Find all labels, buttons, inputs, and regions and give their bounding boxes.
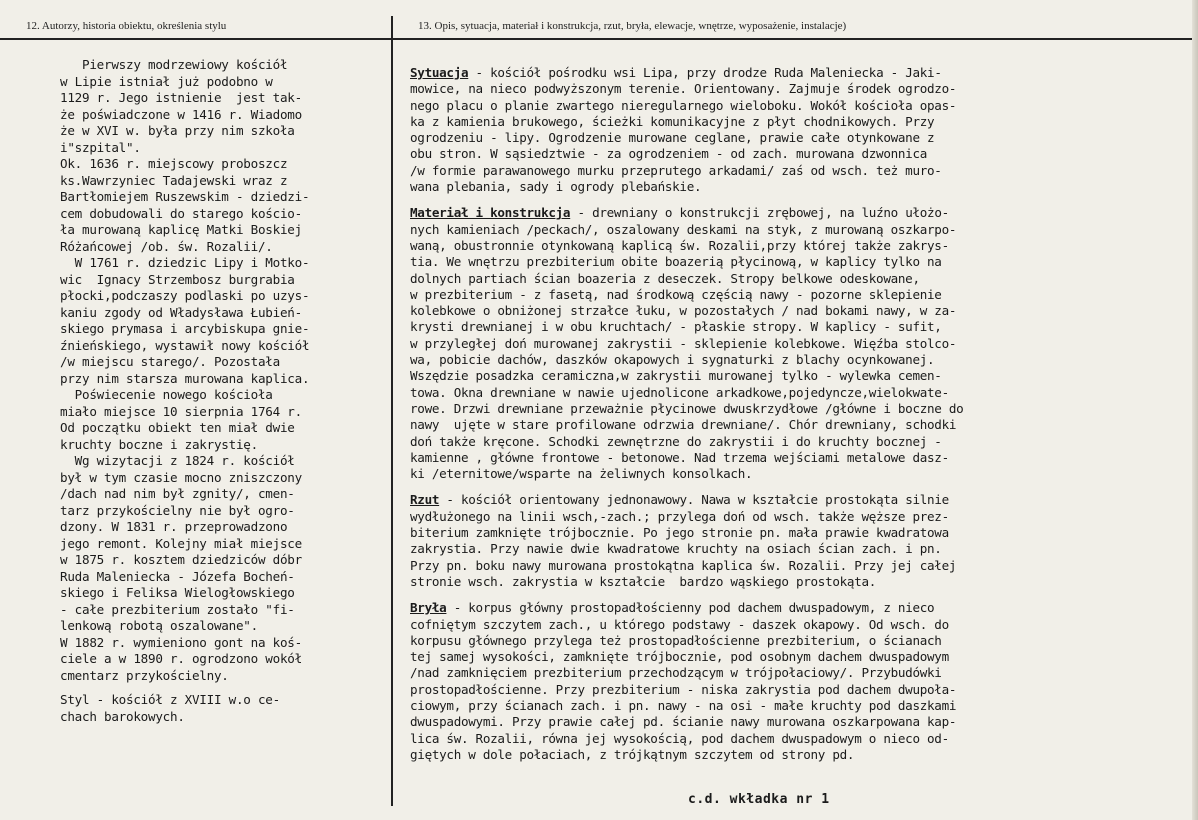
text-line: Ruda Maleniecka - Józefa Bocheń- <box>60 568 295 584</box>
section-first-line <box>410 65 1190 81</box>
text-line: ka z kamienia brukowego, ścieżki komunikacyjne z płyt chodnikowych. Przy <box>410 113 935 129</box>
text-line: zakrystia. Przy nawie dwie kwadratowe kruchty na osiach ścian zach. i pn. <box>410 541 942 557</box>
text-line: Od początku obiekt ten miał dwie <box>60 420 295 435</box>
text-line: Styl - kościół z XVIII w.o ce- <box>60 692 280 707</box>
text-line: ogrodzeniu - lipy. Ogrodzenie murowane ceglane, prawie całe otynkowane z <box>410 130 935 146</box>
section-1 <box>410 205 1190 482</box>
text-line: stronie wsch. zakrystia w kształcie bardzo wąskiego prostokąta. <box>410 573 877 589</box>
text-line: W 1761 r. dziedzic Lipy i Motko- <box>60 255 310 270</box>
text-line: Wg wizytacji z 1824 r. kościół <box>60 453 295 468</box>
text-line: tia. We wnętrzu prezbiterium obite boazerią płycinową, w kaplicy tylko na <box>410 254 942 270</box>
text-line: Bartłomiejem Ruszewskim - dziedzi- <box>60 189 310 204</box>
text-line: ciowym, przy ścianach zach. i pn. nawy - na osi - małe kruchty pod daszkami <box>410 697 957 713</box>
text-line: /nad zamknięciem prezbiterium przechodzącym w trójpołaciowy/. Przybudówki <box>410 665 942 681</box>
text-line: cofniętym szczytem zach., u którego podstawy - daszek okapowy. Od wsch. do <box>410 616 949 632</box>
text-line: nawy ujęte w stare profilowane odrzwia drewniane/. Chór drewniany, schodki <box>410 417 957 433</box>
text-line: nych kamieniach /peckach/, oszalowany deskami na styk, z murowaną oszkarpo- <box>410 221 957 237</box>
text-line: giętych w dole połaciach, z trójkątnym szczytem od strony pd. <box>410 746 855 762</box>
text-line: krysti drewnianej i w obu kruchtach/ - płaskie stropy. W kaplicy - sufit, <box>410 319 942 335</box>
text-line: w Lipie istniał już podobno w <box>60 73 273 89</box>
text-line: Wszędzie posadzka ceramiczna,w zakrystii murowanej tylko - wylewka cemen- <box>410 368 942 384</box>
text-line: miało miejsce 10 sierpnia 1764 r. <box>60 403 302 419</box>
header-rule <box>0 38 1198 40</box>
text-line: - całe prezbiterium zostało "fi- <box>60 601 295 617</box>
text-line: ciele a w 1890 r. ogrodzono wokół <box>60 651 302 666</box>
text-line: jego remont. Kolejny miał miejsce <box>60 535 302 551</box>
text-line: tej samej wysokości, zamknięte trójbocznie, pod osobnym dachem dwuspadowym <box>410 649 949 665</box>
text-line: Ok. 1636 r. miejscowy proboszcz <box>60 156 288 171</box>
text-line: ks.Wawrzyniec Tadajewski wraz z <box>60 172 288 188</box>
text-line: mowice, na nieco podwyższonym terenie. Orientowany. Zajmuje środek ogrodzo- <box>410 81 957 97</box>
text-line: chach barokowych. <box>60 708 185 724</box>
column-divider <box>391 16 393 806</box>
text-line: nego placu o planie zwartego nieregularnego wieloboku. Wokół kościoła opas- <box>410 97 957 113</box>
text-line: wana plebania, sady i ogrody plebańskie. <box>410 179 702 195</box>
text-line: obu stron. W sąsiedztwie - za ogrodzeniem - od zach. murowana dzwonnica <box>410 146 928 162</box>
left-column-header: 12. Autorzy, historia obiektu, określenia stylu <box>26 20 227 32</box>
text-line: wic Ignacy Strzembosz burgrabia <box>60 271 295 287</box>
section-2 <box>410 492 1190 590</box>
text-line: lenkową robotą oszalowane". <box>60 618 258 633</box>
text-line: korpusu głównego przylega też prostopadłościenne prezbiterium, o ścianach <box>410 632 942 648</box>
text-line: skiego prymasa i arcybiskupa gnie- <box>60 321 310 336</box>
text-line: tarz przykościelny nie był ogro- <box>60 502 295 518</box>
text-line: przy nim starsza murowana kaplica. <box>60 370 310 386</box>
text-line: skiego i Feliksa Wielogłowskiego <box>60 585 295 600</box>
text-line: że w XVI w. była przy nim szkoła <box>60 123 295 138</box>
text-line: /w miejscu starego/. Pozostała <box>60 354 280 369</box>
text-line: 1129 r. Jego istnienie jest tak- <box>60 90 302 105</box>
text-line: źnieńskiego, wystawił nowy kościół <box>60 337 310 353</box>
page-edge <box>1192 0 1198 820</box>
text-line: ła murowaną kaplicę Matki Boskiej <box>60 222 302 237</box>
section-first-line <box>410 492 1190 508</box>
history-column <box>60 57 386 725</box>
text-line: był w tym czasie mocno zniszczony <box>60 469 302 485</box>
text-line: rowe. Drzwi drewniane przeważnie płycinowe dwuskrzydłowe /główne i boczne do <box>410 400 964 416</box>
section-first-line <box>410 600 1190 616</box>
text-line: lica św. Rozalii, równa jej wysokością, pod dachem dwuspadowym o nieco od- <box>410 730 949 746</box>
text-line: waną, obustronnie otynkowaną kaplicą św. Rozalii,przy której także zakrys- <box>410 237 949 253</box>
text-line: że poświadczone w 1416 r. Wiadomo <box>60 106 302 122</box>
section-first-line <box>410 205 1190 221</box>
text-line: w 1875 r. kosztem dziedziców dóbr <box>60 552 302 567</box>
text-line: kolebkowe o obniżonej strzałce łuku, w pozostałych / nad bokami nawy, w za- <box>410 303 957 319</box>
text-line: ki /eternitowe/wsparte na żeliwnych konsolkach. <box>410 466 753 482</box>
section-0 <box>410 65 1190 195</box>
text-line: Różańcowej /ob. św. Rozalii/. <box>60 238 273 254</box>
paragraph-gap <box>410 195 1190 205</box>
section-3 <box>410 600 1190 763</box>
text-line: w przyległej doń murowanej zakrystii - sklepienie kolebkowe. Więźba stolco- <box>410 335 957 351</box>
text-line: kaniu zgody od Władysława Łubień- <box>60 304 302 320</box>
section-first-text: - kościół pośrodku wsi Lipa, przy drodze Ruda Maleniecka - Jaki- <box>468 65 942 80</box>
text-line: cmentarz przykościelny. <box>60 667 229 683</box>
text-line: /dach nad nim był zgnity/, cmen- <box>60 486 295 501</box>
text-line: Pierwszy modrzewiowy kościół <box>60 57 288 72</box>
text-line: dolnych partiach ścian boazeria z deseczek. Stropy belkowe odeskowane, <box>410 270 920 286</box>
section-heading: Rzut <box>410 492 440 508</box>
text-line: kamienne , główne frontowe - betonowe. Nad trzema wejściami metalowe dasz- <box>410 449 949 465</box>
text-line: wa, pobicie dachów, daszków okapowych i sygnaturki z blachy ocynkowanej. <box>410 352 935 368</box>
text-line: /w formie parawanowego murku przeprutego arkadami/ zaś od wsch. też muro- <box>410 162 942 178</box>
paragraph-gap <box>410 482 1190 492</box>
text-line: wydłużonego na linii wsch,-zach.; przylega doń od wsch. także węższe prez- <box>410 508 949 524</box>
paragraph-gap <box>60 684 386 692</box>
text-line: dzony. W 1831 r. przeprowadzono <box>60 519 288 534</box>
text-line: cem dobudowali do starego kościo- <box>60 205 302 221</box>
paragraph-gap <box>410 590 1190 600</box>
text-line: dwuspadowymi. Przy prawie całej pd. ścianie nawy murowana oszkarpowana kap- <box>410 714 957 730</box>
text-line: i"szpital". <box>60 139 141 155</box>
text-line: doń także kręcone. Schodki zewnętrzne do zakrystii i do kruchty bocznej - <box>410 433 942 449</box>
text-line: W 1882 r. wymieniono gont na koś- <box>60 634 302 650</box>
text-line: prostopadłościenne. Przy prezbiterium - niska zakrystia pod dachem dwupoła- <box>410 681 957 697</box>
section-first-text: - korpus główny prostopadłościenny pod dachem dwuspadowym, z nieco <box>446 600 935 616</box>
section-first-text: - drewniany o konstrukcji zrębowej, na luźno ułożo- <box>570 205 949 221</box>
text-line: Poświecenie nowego kościoła <box>60 387 273 402</box>
section-first-text: - kościół orientowany jednonawowy. Nawa w kształcie prostokąta silnie <box>439 492 949 508</box>
text-line: biterium zamknięte trójbocznie. Po jego stronie pn. mała prawie kwadratowa <box>410 525 949 541</box>
text-line: Przy pn. boku nawy murowana prostokątna kaplica św. Rozalii. Przy jej całej <box>410 557 957 573</box>
text-line: w prezbiterium - z fasetą, nad środkową częścią nawy - pozorne sklepienie <box>410 286 942 302</box>
text-line: towa. Okna drewniane w nawie ujednolicone arkadkowe,pojedyncze,wielokwate- <box>410 384 949 400</box>
section-heading: Bryła <box>410 600 447 616</box>
continuation-note: c.d. wkładka nr 1 <box>688 792 830 807</box>
text-line: płocki,podczaszy podlaski po uzys- <box>60 288 310 303</box>
section-heading: Materiał i konstrukcja <box>410 205 571 221</box>
text-line: kruchty boczne i zakrystię. <box>60 436 258 452</box>
description-column <box>410 65 1190 763</box>
right-column-header: 13. Opis, sytuacja, materiał i konstrukcja, rzut, bryła, elewacje, wnętrze, wyposażenie, instalacje) <box>418 20 847 32</box>
section-heading: Sytuacja <box>410 65 469 80</box>
